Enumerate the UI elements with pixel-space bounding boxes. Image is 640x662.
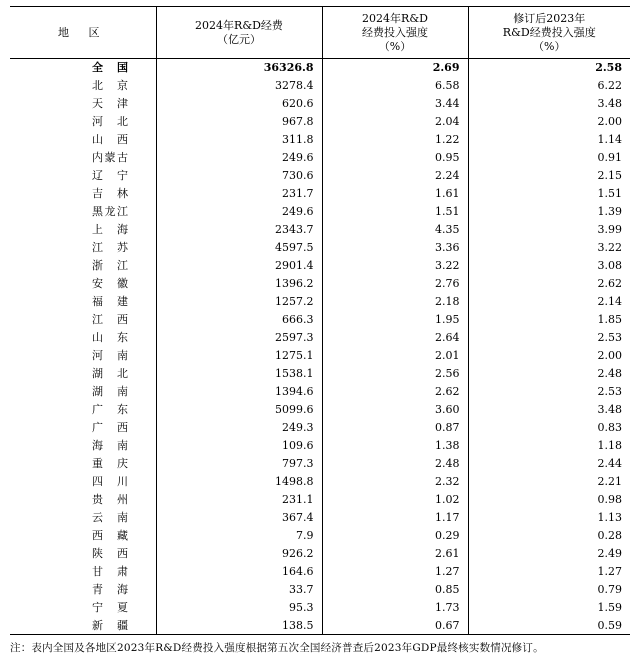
region-name: 四川 xyxy=(92,475,128,488)
cell-region xyxy=(10,419,156,437)
cell-revised-intensity: 1.13 xyxy=(468,509,630,527)
cell-revised-intensity: 3.48 xyxy=(468,401,630,419)
cell-expenditure: 249.6 xyxy=(156,203,322,221)
table-row xyxy=(10,599,630,617)
header-intensity xyxy=(322,7,468,59)
region-name: 山东 xyxy=(92,331,128,344)
region-name: 广西 xyxy=(92,421,128,434)
table-row xyxy=(10,545,630,563)
cell-intensity: 1.51 xyxy=(322,203,468,221)
region-name: 宁夏 xyxy=(92,601,128,614)
cell-revised-intensity: 2.44 xyxy=(468,455,630,473)
cell-revised-intensity: 1.14 xyxy=(468,131,630,149)
cell-region xyxy=(10,401,156,419)
cell-region xyxy=(10,509,156,527)
table-row xyxy=(10,617,630,635)
cell-revised-intensity: 1.51 xyxy=(468,185,630,203)
table-row xyxy=(10,185,630,203)
cell-expenditure: 620.6 xyxy=(156,95,322,113)
cell-expenditure: 1257.2 xyxy=(156,293,322,311)
cell-region xyxy=(10,95,156,113)
cell-revised-intensity: 2.21 xyxy=(468,473,630,491)
table-row xyxy=(10,95,630,113)
cell-expenditure: 926.2 xyxy=(156,545,322,563)
cell-expenditure: 1396.2 xyxy=(156,275,322,293)
cell-region xyxy=(10,293,156,311)
cell-intensity: 2.62 xyxy=(322,383,468,401)
region-name: 江苏 xyxy=(92,241,128,254)
cell-intensity: 1.02 xyxy=(322,491,468,509)
rd-expenditure-table xyxy=(10,6,630,635)
table-row xyxy=(10,77,630,95)
header-expenditure xyxy=(156,7,322,59)
cell-expenditure: 231.7 xyxy=(156,185,322,203)
table-row xyxy=(10,581,630,599)
cell-expenditure: 7.9 xyxy=(156,527,322,545)
table-row xyxy=(10,149,630,167)
cell-intensity: 1.22 xyxy=(322,131,468,149)
cell-intensity: 3.22 xyxy=(322,257,468,275)
cell-expenditure: 249.6 xyxy=(156,149,322,167)
cell-region xyxy=(10,221,156,239)
cell-expenditure: 967.8 xyxy=(156,113,322,131)
cell-intensity: 2.04 xyxy=(322,113,468,131)
cell-region xyxy=(10,365,156,383)
table-row xyxy=(10,221,630,239)
cell-region xyxy=(10,473,156,491)
cell-expenditure: 5099.6 xyxy=(156,401,322,419)
cell-expenditure: 33.7 xyxy=(156,581,322,599)
cell-revised-intensity: 1.18 xyxy=(468,437,630,455)
cell-expenditure: 311.8 xyxy=(156,131,322,149)
cell-revised-intensity: 2.00 xyxy=(468,347,630,365)
cell-region xyxy=(10,329,156,347)
cell-expenditure: 231.1 xyxy=(156,491,322,509)
cell-intensity: 2.56 xyxy=(322,365,468,383)
region-name: 广东 xyxy=(92,403,128,416)
cell-intensity: 2.32 xyxy=(322,473,468,491)
cell-expenditure: 164.6 xyxy=(156,563,322,581)
cell-revised-intensity: 1.27 xyxy=(468,563,630,581)
cell-region xyxy=(10,563,156,581)
cell-region xyxy=(10,131,156,149)
cell-region xyxy=(10,437,156,455)
cell-region xyxy=(10,545,156,563)
region-name: 重庆 xyxy=(92,457,128,470)
table-row xyxy=(10,473,630,491)
table-row xyxy=(10,329,630,347)
region-name: 吉林 xyxy=(92,187,128,200)
cell-expenditure: 797.3 xyxy=(156,455,322,473)
cell-revised-intensity: 2.14 xyxy=(468,293,630,311)
cell-region xyxy=(10,491,156,509)
region-name: 甘肃 xyxy=(92,565,128,578)
cell-revised-intensity: 2.62 xyxy=(468,275,630,293)
region-name: 河南 xyxy=(92,349,128,362)
cell-region xyxy=(10,77,156,95)
cell-expenditure: 666.3 xyxy=(156,311,322,329)
cell-revised-intensity: 3.48 xyxy=(468,95,630,113)
table-header xyxy=(10,7,630,59)
table-row xyxy=(10,509,630,527)
cell-region xyxy=(10,239,156,257)
cell-intensity: 2.76 xyxy=(322,275,468,293)
table-row xyxy=(10,275,630,293)
cell-region xyxy=(10,581,156,599)
cell-region xyxy=(10,149,156,167)
cell-intensity: 1.61 xyxy=(322,185,468,203)
cell-revised-intensity: 6.22 xyxy=(468,77,630,95)
region-name: 江西 xyxy=(92,313,128,326)
table-row xyxy=(10,401,630,419)
table-body xyxy=(10,59,630,635)
table-row xyxy=(10,239,630,257)
cell-region xyxy=(10,455,156,473)
cell-intensity: 6.58 xyxy=(322,77,468,95)
table-row xyxy=(10,527,630,545)
table-row xyxy=(10,257,630,275)
region-name: 内蒙古 xyxy=(92,151,128,164)
cell-intensity: 2.18 xyxy=(322,293,468,311)
cell-revised-intensity: 1.39 xyxy=(468,203,630,221)
region-name: 北京 xyxy=(92,79,128,92)
cell-region xyxy=(10,527,156,545)
cell-expenditure: 109.6 xyxy=(156,437,322,455)
cell-region xyxy=(10,617,156,635)
cell-revised-intensity: 2.15 xyxy=(468,167,630,185)
header-revised-intensity xyxy=(468,7,630,59)
cell-region xyxy=(10,311,156,329)
region-name: 青海 xyxy=(92,583,128,596)
table-row xyxy=(10,113,630,131)
region-name: 陕西 xyxy=(92,547,128,560)
region-name: 新疆 xyxy=(92,618,128,632)
cell-region xyxy=(10,347,156,365)
cell-revised-intensity: 2.58 xyxy=(468,59,630,77)
cell-region xyxy=(10,257,156,275)
table-row xyxy=(10,563,630,581)
cell-intensity: 2.69 xyxy=(322,59,468,77)
region-name: 天津 xyxy=(92,97,128,110)
cell-intensity: 0.85 xyxy=(322,581,468,599)
table-row xyxy=(10,311,630,329)
header-intensity-line1: 2024年R&D xyxy=(362,11,428,25)
region-name: 西藏 xyxy=(92,529,128,542)
table-row xyxy=(10,383,630,401)
table-row xyxy=(10,437,630,455)
region-name: 河北 xyxy=(92,115,128,128)
cell-expenditure: 2597.3 xyxy=(156,329,322,347)
header-intensity-line2: 经费投入强度 xyxy=(362,25,428,39)
cell-intensity: 2.64 xyxy=(322,329,468,347)
region-name: 山西 xyxy=(92,133,128,146)
cell-expenditure: 138.5 xyxy=(156,617,322,635)
cell-intensity: 1.73 xyxy=(322,599,468,617)
cell-revised-intensity: 0.28 xyxy=(468,527,630,545)
cell-intensity: 3.44 xyxy=(322,95,468,113)
cell-intensity: 2.24 xyxy=(322,167,468,185)
cell-region xyxy=(10,599,156,617)
cell-intensity: 1.17 xyxy=(322,509,468,527)
cell-revised-intensity: 2.53 xyxy=(468,383,630,401)
cell-expenditure: 367.4 xyxy=(156,509,322,527)
cell-intensity: 0.95 xyxy=(322,149,468,167)
cell-region xyxy=(10,59,156,77)
table-row xyxy=(10,491,630,509)
cell-expenditure: 249.3 xyxy=(156,419,322,437)
header-intensity-line3: （%） xyxy=(378,39,412,53)
header-revised-line3: （%） xyxy=(533,39,566,53)
cell-intensity: 0.87 xyxy=(322,419,468,437)
cell-intensity: 0.29 xyxy=(322,527,468,545)
region-name: 上海 xyxy=(92,223,128,236)
cell-intensity: 2.01 xyxy=(322,347,468,365)
cell-revised-intensity: 2.00 xyxy=(468,113,630,131)
table-row xyxy=(10,131,630,149)
cell-region xyxy=(10,383,156,401)
cell-expenditure: 3278.4 xyxy=(156,77,322,95)
cell-intensity: 1.27 xyxy=(322,563,468,581)
region-name: 福建 xyxy=(92,295,128,308)
region-name: 全国 xyxy=(92,61,128,75)
cell-expenditure: 1394.6 xyxy=(156,383,322,401)
cell-expenditure: 36326.8 xyxy=(156,59,322,77)
cell-expenditure: 95.3 xyxy=(156,599,322,617)
cell-intensity: 2.48 xyxy=(322,455,468,473)
cell-expenditure: 2343.7 xyxy=(156,221,322,239)
table-row xyxy=(10,455,630,473)
table-row xyxy=(10,293,630,311)
cell-intensity: 1.38 xyxy=(322,437,468,455)
cell-intensity: 3.60 xyxy=(322,401,468,419)
cell-expenditure: 1498.8 xyxy=(156,473,322,491)
cell-intensity: 2.61 xyxy=(322,545,468,563)
cell-revised-intensity: 2.53 xyxy=(468,329,630,347)
region-name: 黑龙江 xyxy=(92,205,128,218)
table-row xyxy=(10,419,630,437)
cell-region xyxy=(10,167,156,185)
cell-revised-intensity: 1.85 xyxy=(468,311,630,329)
region-name: 浙江 xyxy=(92,259,128,272)
header-expenditure-line2: （亿元） xyxy=(217,32,261,46)
header-revised-line1: 修订后2023年 xyxy=(513,11,586,25)
region-name: 湖北 xyxy=(92,367,128,380)
cell-region xyxy=(10,113,156,131)
cell-expenditure: 1538.1 xyxy=(156,365,322,383)
region-name: 湖南 xyxy=(92,385,128,398)
cell-expenditure: 2901.4 xyxy=(156,257,322,275)
header-row xyxy=(10,7,630,59)
cell-revised-intensity: 0.83 xyxy=(468,419,630,437)
cell-intensity: 0.67 xyxy=(322,617,468,635)
table-footnote: 注：表内全国及各地区2023年R&D经费投入强度根据第五次全国经济普查后2023年GDP最终核实数情况修订。 xyxy=(10,642,544,654)
cell-expenditure: 730.6 xyxy=(156,167,322,185)
cell-intensity: 4.35 xyxy=(322,221,468,239)
cell-expenditure: 4597.5 xyxy=(156,239,322,257)
region-name: 贵州 xyxy=(92,493,128,506)
cell-region xyxy=(10,185,156,203)
cell-revised-intensity: 0.98 xyxy=(468,491,630,509)
cell-revised-intensity: 3.22 xyxy=(468,239,630,257)
cell-expenditure: 1275.1 xyxy=(156,347,322,365)
table-row xyxy=(10,167,630,185)
table-row xyxy=(10,347,630,365)
cell-revised-intensity: 0.59 xyxy=(468,617,630,635)
cell-revised-intensity: 0.91 xyxy=(468,149,630,167)
cell-revised-intensity: 2.48 xyxy=(468,365,630,383)
header-expenditure-line1: 2024年R&D经费 xyxy=(195,18,283,32)
region-name: 海南 xyxy=(92,439,128,452)
header-region: 地 区 xyxy=(10,7,156,59)
region-name: 云南 xyxy=(92,511,128,524)
table-row xyxy=(10,203,630,221)
table-row xyxy=(10,365,630,383)
region-name: 辽宁 xyxy=(92,169,128,182)
cell-intensity: 1.95 xyxy=(322,311,468,329)
cell-revised-intensity: 2.49 xyxy=(468,545,630,563)
cell-revised-intensity: 1.59 xyxy=(468,599,630,617)
cell-region xyxy=(10,203,156,221)
cell-revised-intensity: 3.99 xyxy=(468,221,630,239)
header-revised-line2: R&D经费投入强度 xyxy=(502,25,596,39)
cell-region xyxy=(10,275,156,293)
region-name: 安徽 xyxy=(92,277,128,290)
cell-revised-intensity: 0.79 xyxy=(468,581,630,599)
table-row-total xyxy=(10,59,630,77)
cell-revised-intensity: 3.08 xyxy=(468,257,630,275)
cell-intensity: 3.36 xyxy=(322,239,468,257)
